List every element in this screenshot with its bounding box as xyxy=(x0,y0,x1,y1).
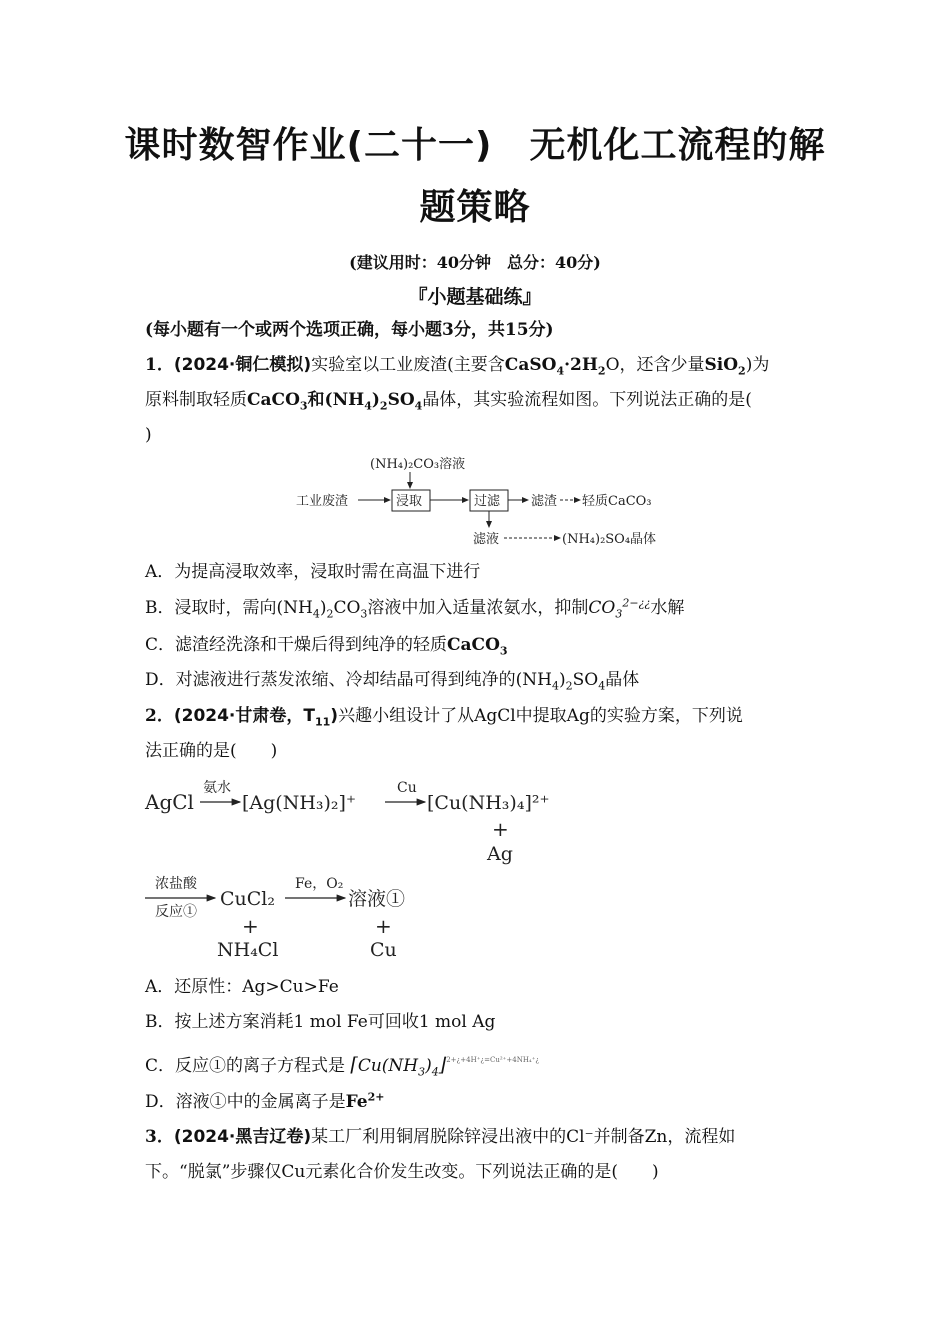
q2-option-c: C．反应①的离子方程式是 $⌈Cu(NH_3)_4⌋^{2+¿+4H^+¿=Cu^{2+}+4NH_4^+¿}$ xyxy=(145,1054,540,1079)
q2-option-c-pre: C．反应①的离子方程式是 xyxy=(145,1056,346,1076)
q2-plus1: + xyxy=(492,817,509,841)
q1-stem-line1 xyxy=(145,354,815,376)
q2-c-sub3: 3 xyxy=(418,1065,426,1079)
q2-option-d-fe: Fe xyxy=(345,1092,368,1112)
q1-dot2h2o: ·2H xyxy=(564,355,598,375)
q1-option-d-pre: D．对滤液进行蒸发浓缩、冷却结晶可得到纯净的(NH xyxy=(145,670,552,690)
q2-option-d-pre: D．溶液①中的金属离子是 xyxy=(145,1092,346,1112)
q1-option-c xyxy=(145,634,815,656)
q1-source: (2024·铜仁模拟) xyxy=(173,355,312,375)
q1-option-c-caco: CaCO xyxy=(447,635,500,655)
q1-b-sub4: 4 xyxy=(312,607,320,621)
q1-sub4b: 4 xyxy=(364,399,372,413)
q1-option-b-sup: 2−¿¿ xyxy=(622,596,651,610)
q1-line2-b: 晶体，其实验流程如图。下列说法正确的是( xyxy=(422,390,752,410)
q1-wei: )为 xyxy=(745,355,770,375)
section-label: 『小题基础练』 xyxy=(408,286,542,308)
q2-stem-line2: 法正确的是( ) xyxy=(145,741,278,761)
q2-ammonia-label: 氨水 xyxy=(203,780,231,796)
q1-caco: CaCO xyxy=(247,390,300,410)
q1-b-sub3: 3 xyxy=(360,607,368,621)
q2-option-c-formula2: ) xyxy=(425,1056,432,1076)
q1-option-b-post: 水解 xyxy=(650,598,685,618)
q2-option-c-tail: 2+¿+4H⁺¿=Cu²⁺+4NH₄⁺¿ xyxy=(446,1056,540,1064)
q1-diag-reagent: (NH₄)₂CO₃溶液 xyxy=(370,457,466,472)
q1-diag-product1: 轻质CaCO₃ xyxy=(582,494,652,509)
q2-option-d xyxy=(145,1091,815,1113)
time-score-note: (建议用时：40分钟 总分：40分) xyxy=(349,253,601,272)
q1-diag-residue: 滤渣 xyxy=(531,494,558,509)
q2-cu-product: Cu xyxy=(370,939,397,961)
q2-option-a: A．还原性：Ag>Cu>Fe xyxy=(145,977,339,997)
q1-sub3: 3 xyxy=(299,399,308,413)
q1-option-a: A．为提高浸取效率，浸取时需在高温下进行 xyxy=(145,562,481,582)
q2-cucl2: CuCl₂ xyxy=(220,888,276,910)
q1-sub2c: 2 xyxy=(379,399,388,413)
q1-option-d-post: 晶体 xyxy=(605,670,640,690)
q1-stem-line2: 原料制取轻质CaCO$_3$和$(NH_4)_2SO_4$晶体，其实验流程如图。下列说法正确的是( xyxy=(145,390,752,413)
q2-source: (2024·甘肃卷，T xyxy=(173,706,315,726)
q2-hcl-label: 浓盐酸 xyxy=(155,876,197,892)
q1-sub4c: 4 xyxy=(414,399,423,413)
q1-caso4: CaSO xyxy=(504,355,557,375)
q1-option-c-pre: C．滤渣经洗涤和干燥后得到纯净的轻质 xyxy=(145,635,448,655)
q2-complex2: [Cu(NH₃)₄]²⁺ xyxy=(427,792,550,814)
q1-diag-box2-label: 过滤 xyxy=(474,494,501,509)
q2-option-c-formula: Cu(NH xyxy=(357,1056,419,1076)
page-title-line2: 题策略 xyxy=(419,187,531,228)
q1-option-b-mid: CO xyxy=(333,598,361,618)
q1-flow-diagram xyxy=(290,452,670,552)
q1-diag-product2: (NH₄)₂SO₄晶体 xyxy=(562,532,657,547)
q2-number: 2． xyxy=(145,706,174,726)
q2-ag: Ag xyxy=(487,843,513,865)
q1-sio: SiO xyxy=(704,355,739,375)
q2-solution1: 溶液① xyxy=(348,888,406,910)
q2-plus2: + xyxy=(242,914,259,938)
q1-sub2: 2 xyxy=(597,364,606,378)
q2-plus3: + xyxy=(375,914,392,938)
q1-option-d-so: SO xyxy=(572,670,599,690)
q3-number: 3． xyxy=(145,1127,174,1147)
q1-line2-a: 原料制取轻质 xyxy=(145,390,247,410)
q2-cu-label: Cu xyxy=(397,780,417,796)
q1-o: O，还含少量 xyxy=(605,355,705,375)
q2-reaction-scheme xyxy=(145,775,585,965)
q2-source-end: ) xyxy=(330,706,339,726)
q1-option-b-co: CO xyxy=(588,598,616,618)
q2-stem-line1 xyxy=(145,705,815,727)
q2-agcl: AgCl xyxy=(145,790,194,814)
q1-option-b: B．浸取时，需向$(NH_4)_2CO_3$溶液中加入适量浓氨水，抑制$CO_3^{2-¿¿}$水解 xyxy=(145,596,685,621)
q1-option-b-mid2: 溶液中加入适量浓氨水，抑制 xyxy=(367,598,589,618)
q2-reaction1-label: 反应① xyxy=(155,904,197,920)
q2-option-d-sup: 2+ xyxy=(367,1090,385,1104)
q2-option-b: B．按上述方案消耗1 mol Fe可回收1 mol Ag xyxy=(145,1012,496,1032)
q1-he: 和(NH xyxy=(307,390,365,410)
q2-stem: 兴趣小组设计了从AgCl中提取Ag的实验方案，下列说 xyxy=(338,706,743,726)
q1-d-sub2: 2 xyxy=(565,679,573,693)
q1-diag-box1-label: 浸取 xyxy=(396,494,423,509)
q3-source: (2024·黑吉辽卷) xyxy=(173,1127,312,1147)
q1-option-b-pre: B．浸取时，需向(NH xyxy=(145,598,313,618)
q1-sub2b: 2 xyxy=(738,364,746,378)
q1-diag-filtrate: 滤液 xyxy=(473,532,500,547)
q1-d-sub4b: 4 xyxy=(598,679,606,693)
q2-nh4cl: NH₄Cl xyxy=(217,939,279,961)
q1-sub4: 4 xyxy=(556,364,565,378)
q1-stem-a: 实验室以工业废渣(主要含 xyxy=(311,355,505,375)
q1-option-d: D．对滤液进行蒸发浓缩、冷却结晶可得到纯净的$(NH_4)_2SO_4$晶体 xyxy=(145,670,640,693)
q2-c-sub4: 4 xyxy=(431,1065,439,1079)
q3-stem-line2: 下。“脱氯”步骤仅Cu元素化合价发生改变。下列说法正确的是( ) xyxy=(145,1162,659,1182)
q3-stem: 某工厂利用铜屑脱除锌浸出液中的Cl⁻并制备Zn，流程如 xyxy=(311,1127,736,1147)
q1-so4: SO xyxy=(387,390,415,410)
q2-feo2-label: Fe，O₂ xyxy=(295,876,344,892)
q3-stem-line1 xyxy=(145,1126,815,1148)
q1-b-sub2: 2 xyxy=(326,607,334,621)
q1-stem-line3: ) xyxy=(145,425,152,445)
q1-d-sub4: 4 xyxy=(551,679,559,693)
q1-c-sub3: 3 xyxy=(499,644,508,658)
q1-diag-start: 工业废渣 xyxy=(296,494,349,509)
q2-source-sub: 11 xyxy=(314,715,331,729)
page-title-line1: 课时数智作业(二十一) 无机化工流程的解 xyxy=(124,125,826,166)
q1-b-sub3b: 3 xyxy=(615,607,623,621)
q1-number: 1． xyxy=(145,355,174,375)
q2-complex1: [Ag(NH₃)₂]⁺ xyxy=(242,792,356,814)
instructions: (每小题有一个或两个选项正确，每小题3分，共15分) xyxy=(145,320,554,340)
